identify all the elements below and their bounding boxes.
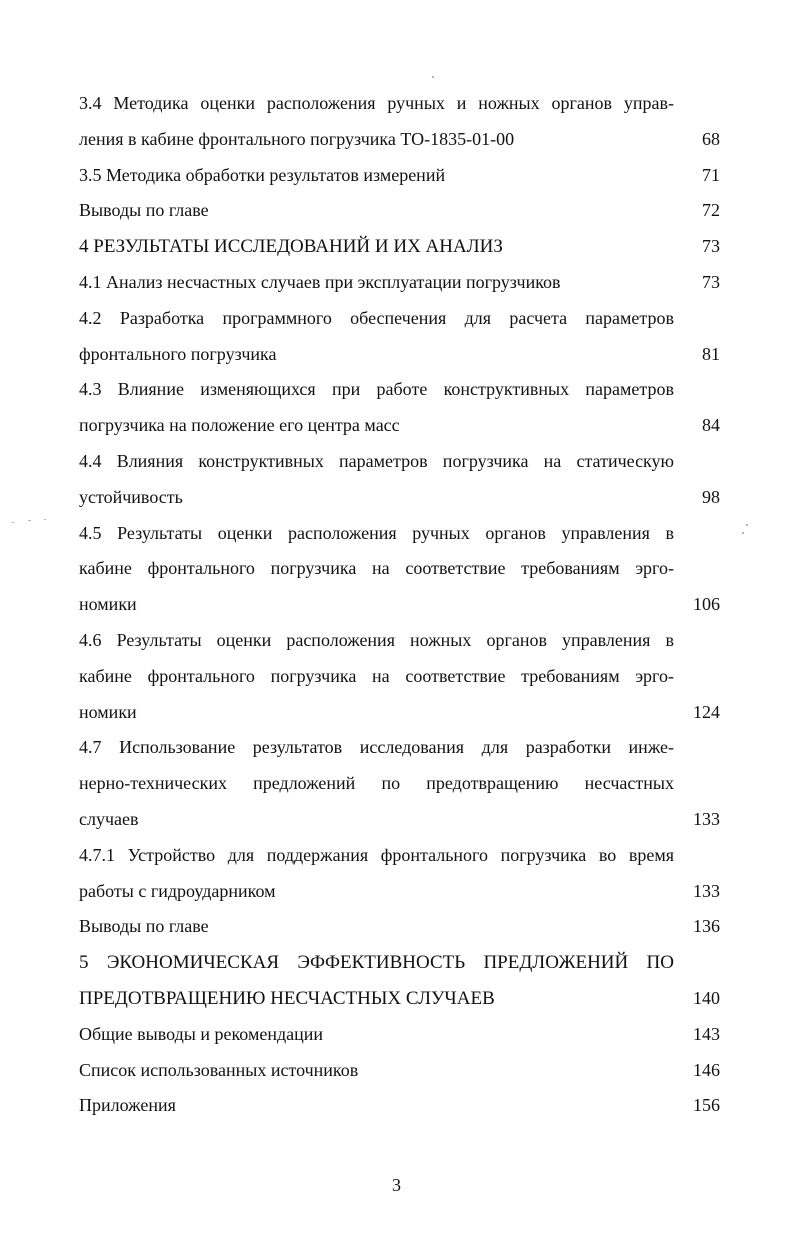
toc-page-number: 133 <box>693 808 720 829</box>
toc-entry-chapter-4 <box>79 229 720 265</box>
toc-entry-appendices <box>79 1088 720 1124</box>
toc-entry-text: 4.1 Анализ несчастных случаев при эксплуатации погрузчиков <box>79 271 561 292</box>
table-of-contents <box>79 86 720 1124</box>
toc-entry-text: Выводы по главе <box>79 200 209 221</box>
toc-page-number: 71 <box>702 164 720 185</box>
toc-page-number: 124 <box>693 701 720 722</box>
toc-entry-3-4 <box>79 86 720 158</box>
toc-entry-chapter-4-conclusions <box>79 909 720 945</box>
toc-entry-4-3 <box>79 372 720 444</box>
toc-entry-text: случаев <box>79 808 139 829</box>
toc-entry-text: ления в кабине фронтального погрузчика ТО-1835-01-00 <box>79 128 515 149</box>
page-number: 3 <box>392 1175 401 1195</box>
toc-page-number: 133 <box>693 880 720 901</box>
toc-entry-text: фронтального погрузчика <box>79 343 277 364</box>
toc-entry-text: номики <box>79 701 137 722</box>
toc-entry-4-6 <box>79 623 720 730</box>
scan-speck <box>746 524 748 526</box>
toc-entry-text: 4.3 Влияние изменяющихся при работе конструктивных параметров <box>79 379 674 400</box>
toc-entry-text: 5 ЭКОНОМИЧЕСКАЯ ЭФФЕКТИВНОСТЬ ПРЕДЛОЖЕНИЙ ПО <box>79 952 674 974</box>
toc-page-number: 136 <box>693 916 720 937</box>
toc-entry-4-2 <box>79 301 720 373</box>
toc-entry-general-conclusions <box>79 1017 720 1053</box>
toc-entry-text: устойчивость <box>79 486 183 507</box>
toc-entry-text: нерно-технических предложений по предотвращению несчастных <box>79 773 674 794</box>
scan-speck <box>12 522 14 523</box>
toc-page-number: 140 <box>693 987 720 1008</box>
toc-entry-text: 4.2 Разработка программного обеспечения для расчета параметров <box>79 307 674 328</box>
toc-page-number: 81 <box>702 343 720 364</box>
toc-entry-text: ПРЕДОТВРАЩЕНИЮ НЕСЧАСТНЫХ СЛУЧАЕВ <box>79 987 495 1009</box>
toc-page-number: 84 <box>702 415 720 436</box>
toc-entry-text: Выводы по главе <box>79 916 209 937</box>
toc-entry-text: 4.7 Использование результатов исследования для разработки инже- <box>79 737 674 758</box>
toc-entry-4-5 <box>79 516 720 623</box>
toc-page-number: 146 <box>693 1059 720 1080</box>
toc-entry-4-7 <box>79 730 720 837</box>
toc-entry-text: Общие выводы и рекомендации <box>79 1023 324 1044</box>
toc-entry-text: 4.7.1 Устройство для поддержания фронтального погрузчика во время <box>79 844 674 865</box>
toc-entry-text: 3.5 Методика обработки результатов измерений <box>79 164 446 185</box>
toc-entry-chapter-3-conclusions <box>79 193 720 229</box>
toc-entry-3-5 <box>79 158 720 194</box>
toc-entry-text: работы с гидроударником <box>79 880 276 901</box>
toc-page-number: 156 <box>693 1095 720 1116</box>
toc-entry-text: кабине фронтального погрузчика на соответствие требованиям эрго- <box>79 665 674 686</box>
toc-page-number: 98 <box>702 486 720 507</box>
toc-entry-text: 4.4 Влияния конструктивных параметров погрузчика на статическую <box>79 450 674 471</box>
toc-entry-text: Список использованных источников <box>79 1059 359 1080</box>
toc-entry-4-4 <box>79 444 720 516</box>
toc-page-number: 106 <box>693 594 720 615</box>
toc-entry-4-1 <box>79 265 720 301</box>
toc-entry-text: 4.5 Результаты оценки расположения ручных органов управления в <box>79 522 674 543</box>
toc-entry-4-7-1 <box>79 838 720 910</box>
toc-entry-text: Приложения <box>79 1095 176 1116</box>
toc-entry-text: номики <box>79 594 137 615</box>
toc-entry-text: 3.4 Методика оценки расположения ручных и ножных органов управ- <box>79 93 674 113</box>
toc-entry-text: погрузчика на положение его центра масс <box>79 415 400 436</box>
toc-entry-chapter-5 <box>79 945 720 1017</box>
scan-speck <box>432 76 434 78</box>
scan-speck <box>742 532 744 534</box>
toc-page-number: 72 <box>702 200 720 221</box>
toc-entry-text: 4 РЕЗУЛЬТАТЫ ИССЛЕДОВАНИЙ И ИХ АНАЛИЗ <box>79 236 503 258</box>
scan-speck <box>28 520 31 521</box>
toc-page-number: 68 <box>702 128 720 149</box>
toc-page-number: 73 <box>702 271 720 292</box>
toc-page-number: 143 <box>693 1023 720 1044</box>
toc-entry-references <box>79 1053 720 1089</box>
toc-entry-text: кабине фронтального погрузчика на соответствие требованиям эрго- <box>79 558 674 579</box>
toc-page-number: 73 <box>702 236 720 257</box>
toc-entry-text: 4.6 Результаты оценки расположения ножных органов управления в <box>79 629 674 650</box>
scan-speck <box>44 519 46 520</box>
